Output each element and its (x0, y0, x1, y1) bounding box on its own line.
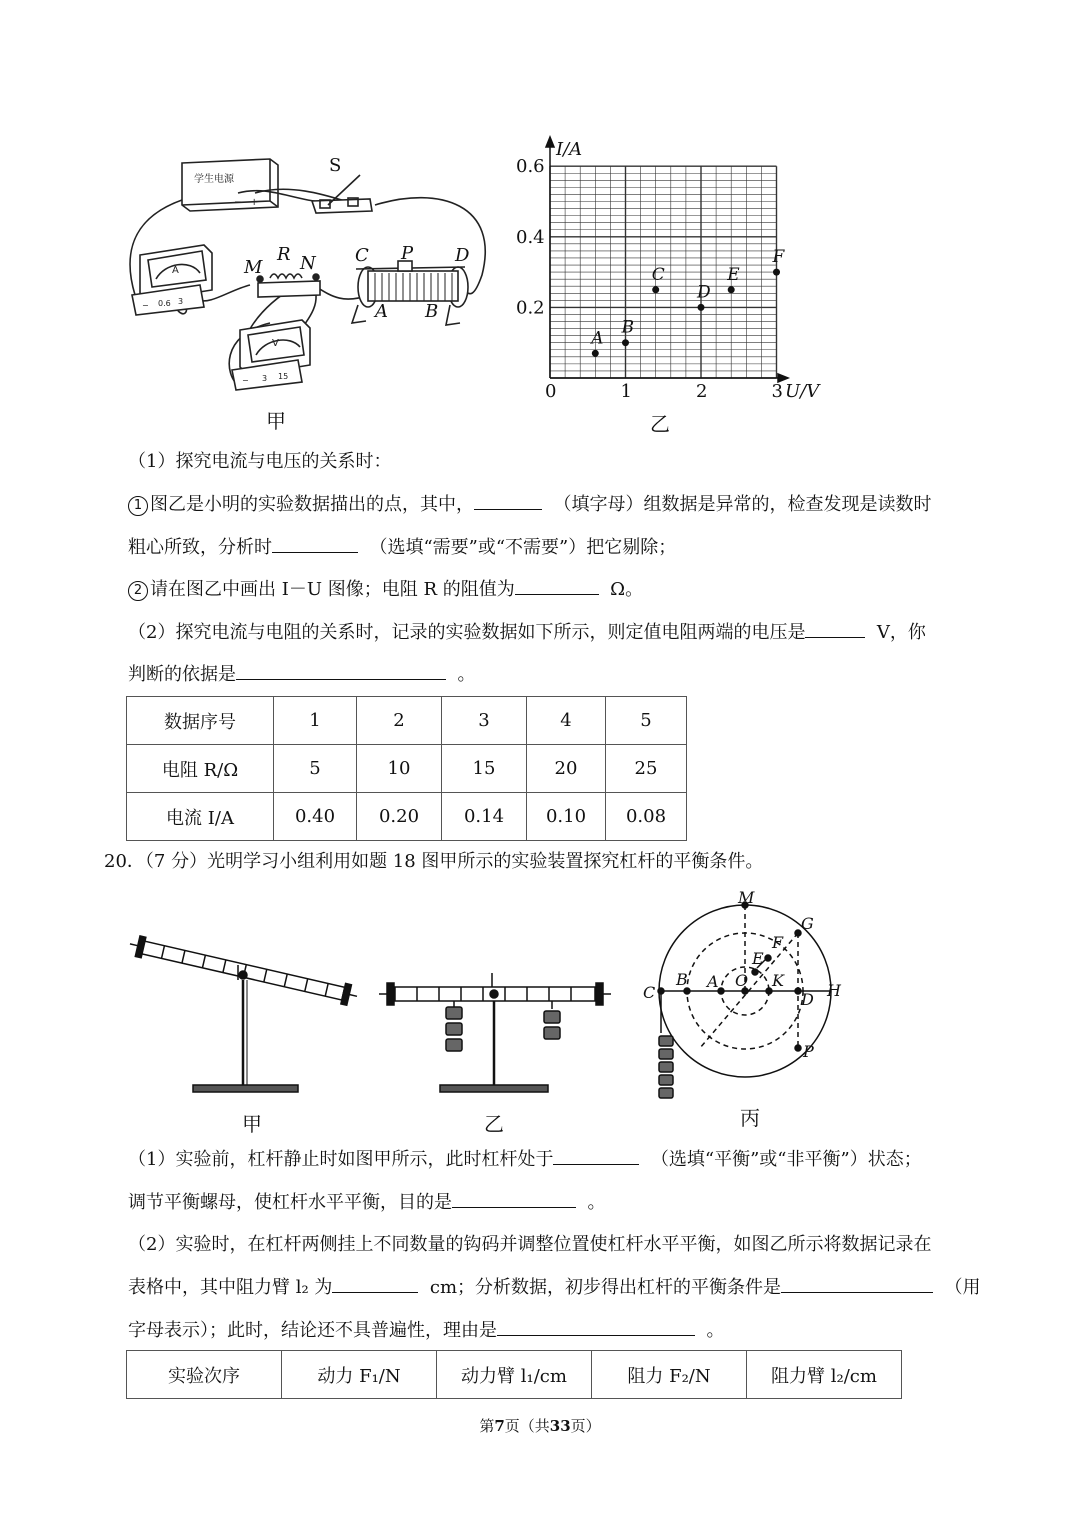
q19-line2: 粗心所致，分析时 （选填“需要”或“不需要”）把它剔除； (128, 537, 677, 558)
disk-label-g: G (801, 914, 814, 933)
data-point-a (592, 350, 599, 357)
data-point-c (652, 286, 659, 293)
q19-line3: 2 请在图乙中画出 I－U 图像；电阻 R 的阻值为 Ω。 (128, 578, 643, 601)
circuit-figure (120, 145, 500, 435)
disk-label-e: E (752, 949, 764, 968)
disk-label-m: M (738, 888, 755, 907)
answer-blank[interactable] (452, 1191, 576, 1208)
q20-part2-line2: 表格中，其中阻力臂 l₂ 为 cm；分析数据，初步得出杠杆的平衡条件是 （用 (128, 1277, 981, 1298)
answer-blank[interactable] (497, 1319, 695, 1336)
data-point-label: D (697, 282, 711, 303)
answer-blank[interactable] (332, 1276, 418, 1293)
disk-label-p: P (803, 1042, 814, 1061)
lever-caption-a: 甲 (242, 1112, 262, 1136)
disk-caption: 丙 (740, 1106, 760, 1130)
disk-label-d: D (801, 990, 814, 1009)
disk-label-b: B (676, 970, 688, 989)
table-row: 电流 I/A 0.40 0.20 0.14 0.10 0.08 (127, 793, 687, 841)
iu-graph (500, 135, 840, 410)
voltmeter-terminal-3: 3 (262, 374, 268, 383)
power-minus-label: − (234, 197, 243, 208)
ammeter-terminal-3: 3 (178, 297, 184, 306)
power-supply-label: 学生电源 (194, 174, 234, 185)
x-tick-label: 0 (545, 381, 557, 402)
data-point-label: F (772, 247, 785, 268)
table-header-row: 实验次序 动力 F₁/N 动力臂 l₁/cm 阻力 F₂/N 阻力臂 l₂/cm (127, 1351, 902, 1399)
x-tick-label: 3 (771, 381, 783, 402)
q19-part2-line1: （2）探究电流与电阻的关系时，记录的实验数据如下所示，则定值电阻两端的电压是 V，你 (128, 622, 926, 643)
circled-number: 2 (128, 581, 148, 601)
q20-part2-line3: 字母表示）；此时，结论还不具普遍性，理由是 。 (128, 1320, 725, 1341)
y-tick-label: 0.4 (516, 226, 545, 248)
q20-part2-line1: （2）实验时，在杠杆两侧挂上不同数量的钩码并调整位置使杠杆水平平衡，如图乙所示将数据记录在 (128, 1234, 932, 1255)
y-axis-arrow (546, 137, 554, 147)
answer-blank[interactable] (236, 663, 446, 680)
switch-label-s: S (329, 155, 342, 176)
disk-label-k: K (772, 971, 784, 990)
disk-label-h: H (827, 981, 841, 1000)
answer-blank[interactable] (474, 493, 542, 510)
data-point-label: C (651, 264, 665, 285)
terminal-label-m: M (244, 257, 263, 278)
resistance-table (126, 696, 687, 841)
q19-line1: 1 图乙是小明的实验数据描出的点，其中， （填字母）组数据是异常的，检查发现是读数时 (128, 493, 931, 516)
answer-blank[interactable] (781, 1276, 933, 1293)
x-tick-label: 1 (620, 381, 632, 402)
disk-label-f: F (772, 933, 784, 952)
resistor-label-r: R (277, 244, 291, 265)
x-axis-label: U/V (785, 381, 820, 402)
y-tick-label: 0.6 (516, 156, 545, 178)
disk-label-o: O (735, 971, 749, 990)
y-tick-label: 0.2 (516, 297, 545, 319)
answer-blank[interactable] (272, 536, 358, 553)
ammeter-symbol: A (172, 265, 179, 276)
page-number: 7 (494, 1417, 505, 1435)
lever-figure-tilted (125, 930, 365, 1110)
ammeter-terminal-06: 0.6 (158, 299, 171, 308)
rheostat-label-d: D (455, 245, 470, 266)
lever-figure-balanced (375, 965, 615, 1100)
data-point-label: B (621, 317, 634, 338)
data-point-d (698, 304, 705, 311)
disk-label-a: A (707, 972, 719, 991)
table-row: 数据序号 1 2 3 4 5 (127, 697, 687, 745)
terminal-label-n: N (300, 253, 316, 274)
data-point-f (773, 269, 780, 276)
rheostat-label-b: B (425, 301, 439, 322)
rheostat-label-a: A (375, 301, 388, 322)
disk-lever-figure (635, 888, 850, 1108)
q20-part1-line2: 调节平衡螺母，使杠杆水平平衡，目的是 。 (128, 1192, 606, 1213)
voltmeter-symbol: V (272, 338, 279, 349)
data-point-e (728, 286, 735, 293)
power-plus-label: + (250, 197, 259, 208)
answer-blank[interactable] (805, 621, 865, 638)
data-point-label: E (727, 264, 740, 285)
q20-title: 20．（7 分）光明学习小组利用如题 18 图甲所示的实验装置探究杠杆的平衡条件。 (104, 851, 764, 872)
ammeter-terminal-minus: − (142, 301, 149, 310)
data-point-label: A (591, 328, 604, 349)
page-footer: 第7页（共33页） (479, 1417, 601, 1435)
table-row: 电阻 R/Ω 5 10 15 20 25 (127, 745, 687, 793)
rheostat-label-c: C (355, 245, 369, 266)
voltmeter-terminal-15: 15 (278, 372, 289, 381)
lever-table (126, 1350, 902, 1399)
q19-part2-line2: 判断的依据是 。 (128, 664, 476, 685)
disk-label-c: C (643, 983, 656, 1002)
x-tick-label: 2 (696, 381, 708, 402)
data-point-b (622, 339, 629, 346)
y-axis-label: I/A (556, 139, 583, 160)
circled-number: 1 (128, 496, 148, 516)
answer-blank[interactable] (553, 1148, 639, 1165)
voltmeter-terminal-minus: − (242, 376, 249, 385)
answer-blank[interactable] (515, 578, 599, 595)
q19-part1-title: （1）探究电流与电压的关系时： (128, 451, 392, 472)
rheostat-label-p: P (401, 243, 414, 264)
q20-part1-line1: （1）实验前，杠杆静止时如图甲所示，此时杠杆处于 （选填“平衡”或“非平衡”）状态； (128, 1149, 922, 1170)
graph-caption: 乙 (650, 412, 670, 436)
circuit-caption: 甲 (266, 409, 286, 433)
lever-caption-b: 乙 (484, 1112, 504, 1136)
page-total: 33 (549, 1417, 571, 1435)
